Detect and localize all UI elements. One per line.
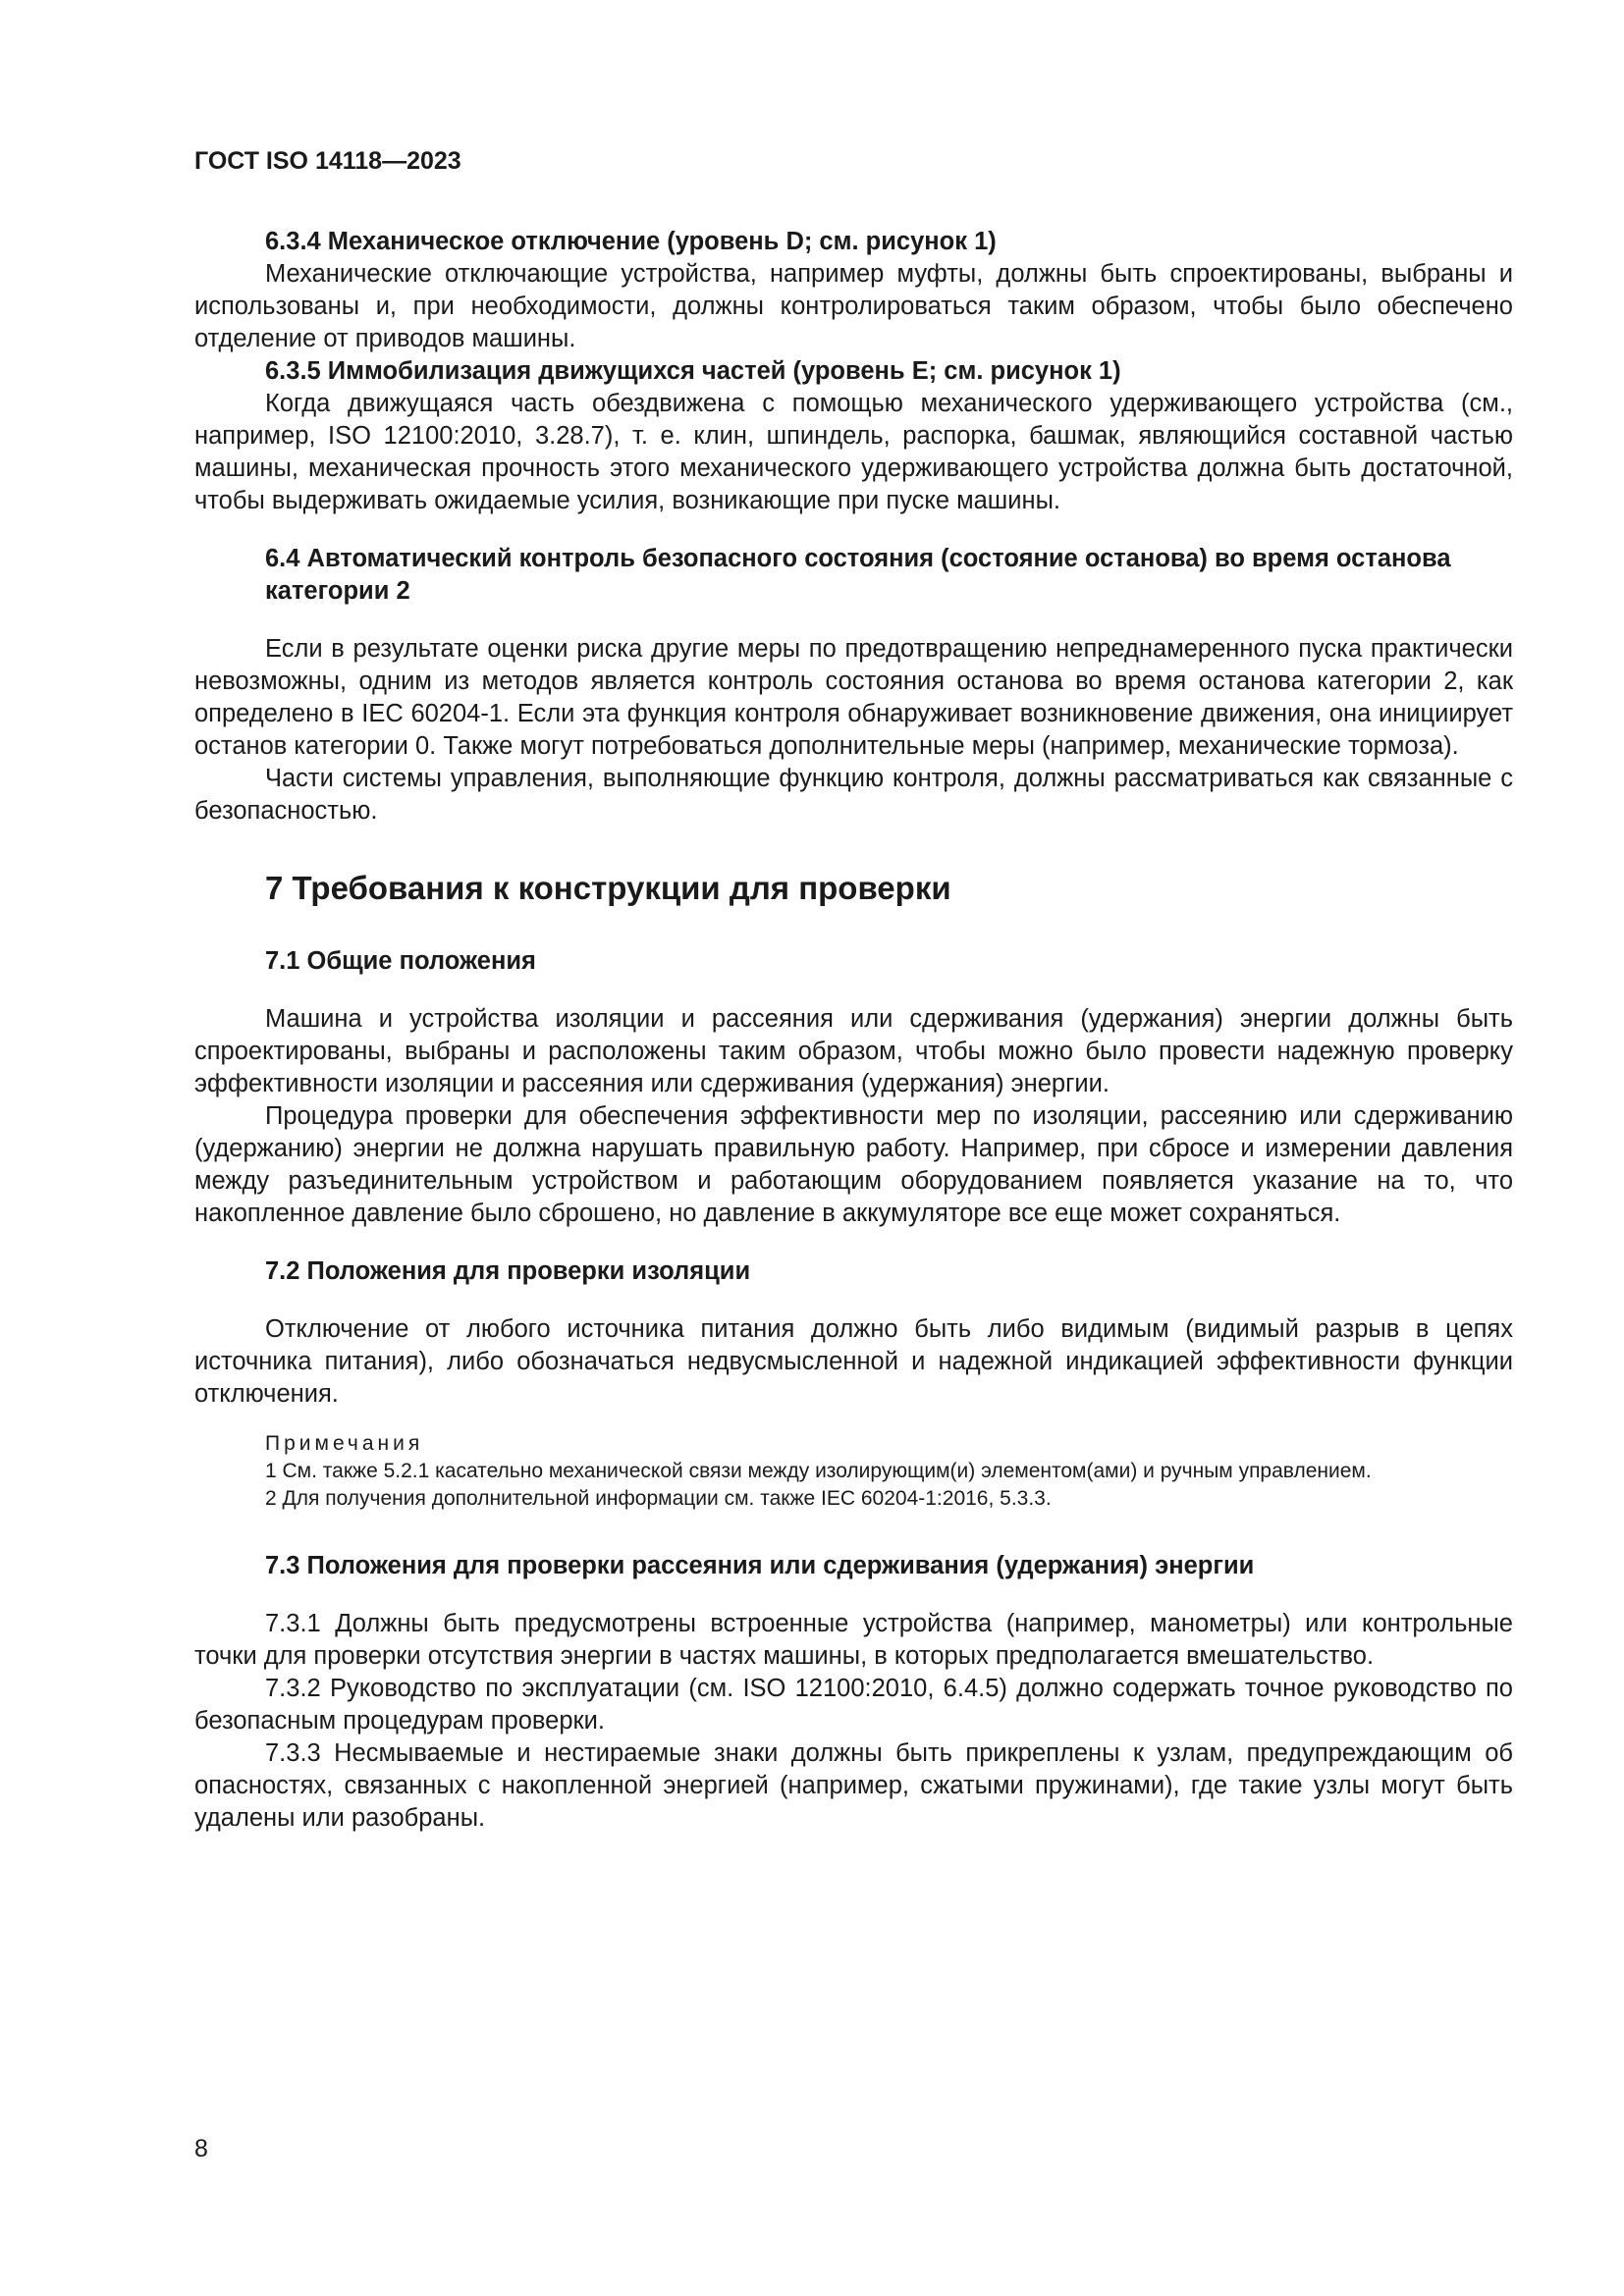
section-6-3-5-heading: 6.3.5 Иммобилизация движущихся частей (уровень E; см. рисунок 1) (265, 357, 1121, 385)
section-7-2-paragraph-1: Отключение от любого источника питания должно быть либо видимым (видимый разрыв в цепях источника питания), либо обозначаться недвусмысленной и надежной индикацией эффективности функции отключения. (194, 1315, 1513, 1408)
document-header: ГОСТ ISO 14118—2023 (194, 147, 461, 175)
document-body (194, 226, 1513, 1835)
section-7-1-paragraph-1: Машина и устройства изоляции и рассеяния или сдерживания (удержания) энергии должны быть спроектированы, выбраны и расположены таким образом, чтобы можно было провести надежную проверку эффективности изоляции и рассеяния или сдерживания (удержания) энергии. (194, 1005, 1513, 1097)
section-6-4-paragraph-2: Части системы управления, выполняющие функцию контроля, должны рассматриваться как связанные с безопасностью. (194, 765, 1513, 825)
section-7-3-3-text: 7.3.3 Несмываемые и нестираемые знаки должны быть прикреплены к узлам, предупреждающим об опасностях, связанных с накопленной энергией (например, сжатыми пружинами), где такие узлы могут быть удалены или разобраны. (194, 1739, 1513, 1832)
section-7-heading: 7 Требования к конструкции для проверки (265, 870, 951, 906)
section-6-3-5-text: Когда движущаяся часть обездвижена с помощью механического удерживающего устройства (см., например, ISO 12100:2010, 3.28.7), т. е. клин, шпиндель, распорка, башмак, являющийся составной частью машины, механическая прочность этого механического удерживающего устройства должна быть достаточной, чтобы выдерживать ожидаемые усилия, возникающие при пуске машины. (194, 390, 1513, 514)
section-6-3-4-heading: 6.3.4 Механическое отключение (уровень D; см. рисунок 1) (265, 228, 997, 255)
section-7-3-2-text: 7.3.2 Руководство по эксплуатации (см. ISO 12100:2010, 6.4.5) должно содержать точное руководство по безопасным процедурам проверки. (194, 1675, 1513, 1735)
note-2: 2 Для получения дополнительной информации см. также IEC 60204-1:2016, 5.3.3. (265, 1487, 1052, 1510)
section-6-4-paragraph-1: Если в результате оценки риска другие меры по предотвращению непреднамеренного пуска практически невозможны, одним из методов является контроль состояния останова во время останова категории 2, как определено в IEC 60204-1. Если эта функция контроля обнаруживает возникновение движения, она инициирует останов категории 0. Также могут потребоваться дополнительные меры (например, механические тормоза). (194, 635, 1513, 760)
section-7-1-heading: 7.1 Общие положения (265, 947, 536, 975)
section-7-3-heading: 7.3 Положения для проверки рассеяния или сдерживания (удержания) энергии (265, 1552, 1255, 1579)
section-7-3-1-text: 7.3.1 Должны быть предусмотрены встроенные устройства (например, манометры) или контрольные точки для проверки отсутствия энергии в частях машины, в которых предполагается вмешательство. (194, 1610, 1513, 1670)
section-6-3-4-text: Механические отключающие устройства, например муфты, должны быть спроектированы, выбраны и использованы и, при необходимости, должны контролироваться таким образом, чтобы было обеспечено отделение от приводов машины. (194, 260, 1513, 352)
section-7-2-heading: 7.2 Положения для проверки изоляции (265, 1257, 751, 1285)
note-1: 1 См. также 5.2.1 касательно механической связи между изолирующим(и) элементом(ами) и ручным управлением. (265, 1460, 1372, 1482)
section-7-1-paragraph-2: Процедура проверки для обеспечения эффективности мер по изоляции, рассеянию или сдерживанию (удержанию) энергии не должна нарушать правильную работу. Например, при сбросе и измерении давления между разъединительным устройством и работающим оборудованием появляется указание на то, что накопленное давление было сброшено, но давление в аккумуляторе все еще может сохраняться. (194, 1102, 1513, 1227)
notes-title: Примечания (265, 1432, 424, 1455)
page-number: 8 (194, 2135, 208, 2163)
section-6-4-heading: 6.4 Автоматический контроль безопасного состояния (состояние останова) во время останова категории 2 (265, 545, 1451, 605)
